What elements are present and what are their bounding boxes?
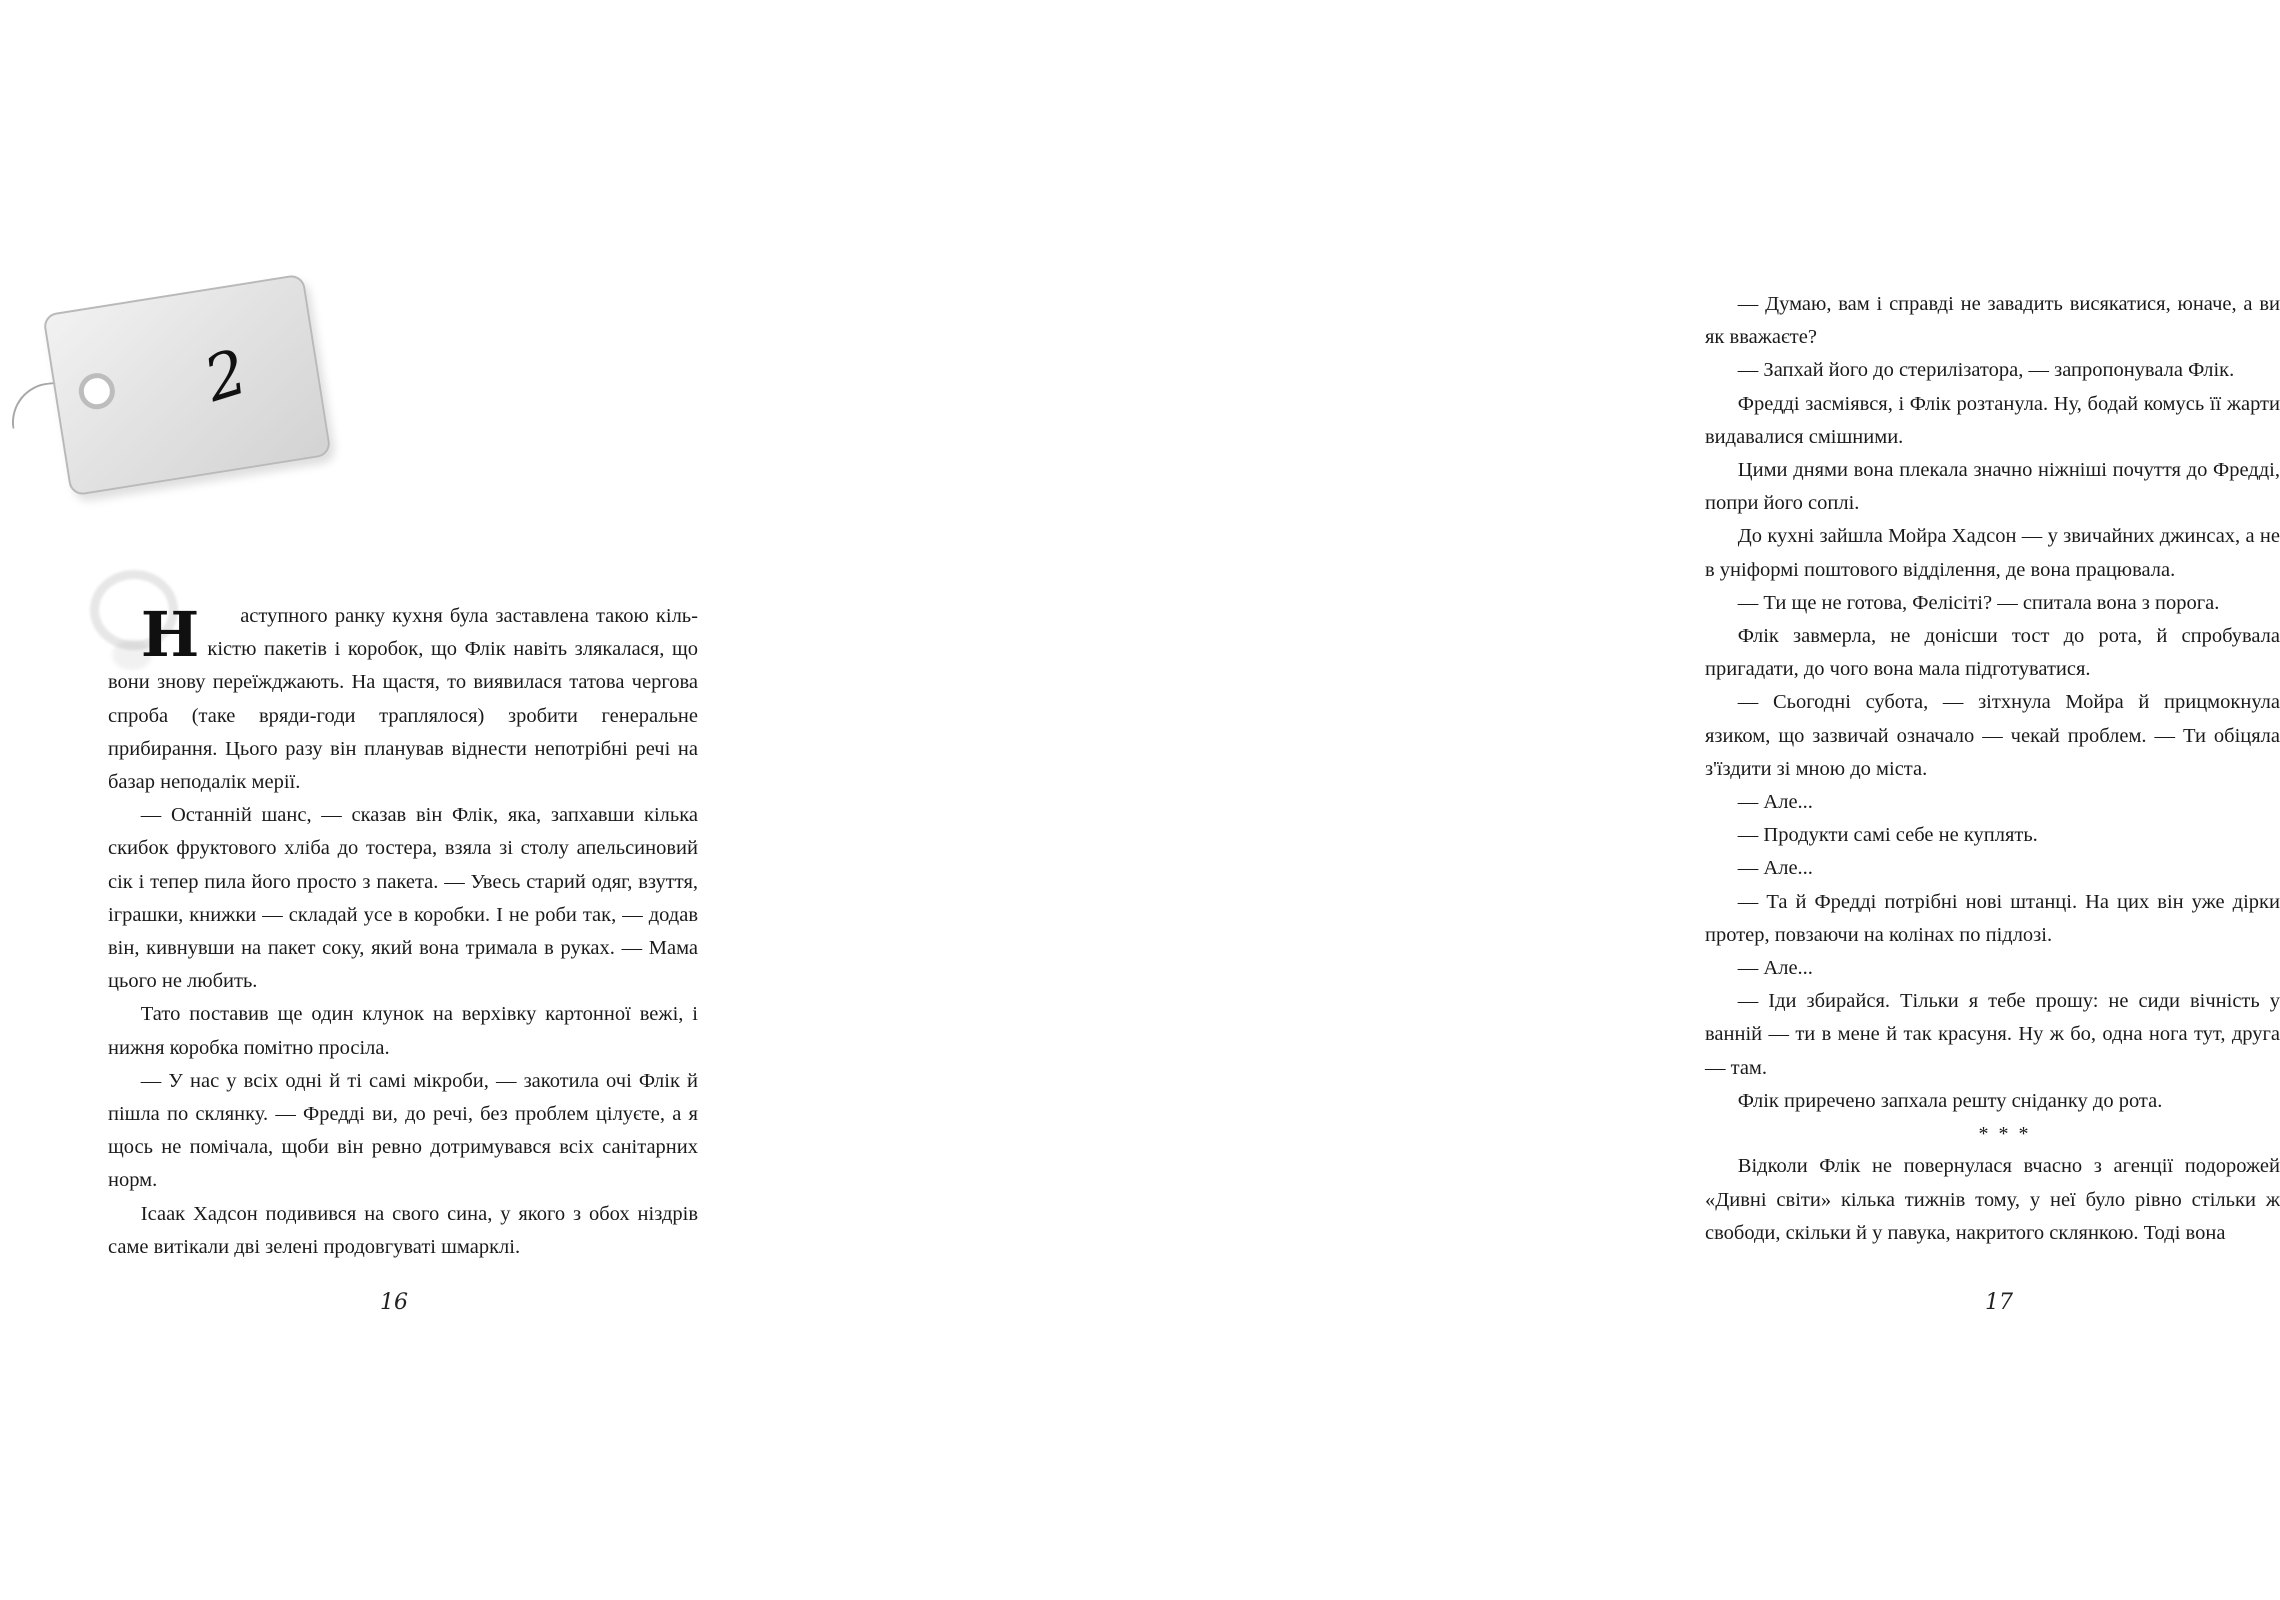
chapter-tag-illustration — [10, 275, 340, 525]
paragraph: — Але... — [1737, 857, 1813, 880]
paragraph: Ісаак Хадсон подивився на свого сина, у якого з обох ніздрів саме витікали дві зелені продовгуваті шмарклі. — [108, 1202, 698, 1258]
paragraph: — Але... — [1737, 791, 1813, 814]
paragraph: Фредді засміявся, і Флік розтанула. Ну, бодай комусь її жарти видавалися смішними. — [1705, 392, 2280, 448]
paragraph: Тато поставив ще один клунок на верхівку картонної вежі, і нижня коробка помітно просіла. — [108, 1003, 698, 1059]
paragraph-text: аступного ранку кухня була заставлена такою кількістю пакетів і коробок, що Флік навіть злякалася, що вони знову переїжджають. На щастя, то виявилася татова чергова спроба (таке вряди-годи траплялося) зробити генеральне прибирання. Цього разу він планував віднести непотрібні речі на базар неподалік мерії. — [108, 605, 698, 794]
drop-cap: Н — [140, 598, 200, 671]
left-page-text-column — [108, 600, 698, 1264]
paragraph: — Іди збирайся. Тільки я тебе прошу: не сиди вічність у ванній — ти в мене й так красуня. Ну ж бо, одна нога тут, друга — там. — [1705, 990, 2280, 1079]
chapter-number: 2 — [196, 334, 256, 417]
paragraph: — Запхай його до стерилізатора, — запропонувала Флік. — [1737, 359, 2235, 382]
paragraph: — Продукти самі себе не куплять. — [1737, 824, 2038, 847]
paragraph: — Та й Фредді потрібні нові штанці. На цих він уже дірки протер, повзаючи на колінах по підлозі. — [1705, 890, 2280, 946]
paragraph: До кухні зайшла Мойра Хадсон — у звичайних джинсах, а не в уніформі поштового відділення, де вона працювала. — [1705, 525, 2280, 581]
paragraph — [108, 600, 698, 799]
paragraph: — Сьогодні субота, — зітхнула Мойра й прицмокнула язиком, що зазвичай означало — чекай проблем. — Ти обіцяла з'їздити зі мною до міста. — [1705, 691, 2280, 780]
tag-shape — [42, 273, 332, 496]
paragraph: Відколи Флік не повернулася вчасно з агенції подорожей «Дивні світи» кілька тижнів тому, у неї було рівно стільки ж свободи, скільки й у павука, накритого склянкою. Тоді вона — [1705, 1155, 2280, 1244]
paragraph: — Останній шанс, — сказав він Флік, яка, запхавши кілька скибок фруктового хліба до тостера, взяла зі столу апельсиновий сік і тепер пила його просто з пакета. — Увесь старий одяг, взуття, іграшки, книжки — складай усе в коробки. І не роби так, — додав він, кивнувши на пакет соку, який вона тримала в руках. — Мама цього не любить. — [108, 804, 698, 993]
paragraph: Флік завмерла, не донісши тост до рота, й спробувала пригадати, до чого вона мала підготуватися. — [1705, 625, 2280, 681]
right-page — [800, 0, 2280, 1600]
page-number-right: 17 — [1985, 1290, 2013, 1315]
paragraph: Флік приречено запхала решту сніданку до рота. — [1737, 1089, 2163, 1112]
paragraph: — Думаю, вам і справді не завадить висякатися, юначе, а ви як вважаєте? — [1705, 293, 2280, 349]
page-number-left: 16 — [380, 1290, 408, 1315]
paragraph: — Ти ще не готова, Фелісіті? — спитала вона з порога. — [1737, 591, 2220, 614]
paragraph: — Але... — [1737, 957, 1813, 980]
section-divider: *** — [1978, 1123, 2039, 1146]
right-page-text-column — [1705, 288, 2280, 1250]
paragraph: — У нас у всіх одні й ті самі мікроби, — закотила очі Флік й пішла по склянку. — Фредді ви, до речі, без проблем цілуєте, а я щось не помічала, щоби він ревно дотримувався всіх санітарних норм. — [108, 1069, 698, 1192]
left-page — [0, 0, 800, 1600]
paragraph: Цими днями вона плекала значно ніжніші почуття до Фредді, попри його соплі. — [1705, 459, 2280, 515]
